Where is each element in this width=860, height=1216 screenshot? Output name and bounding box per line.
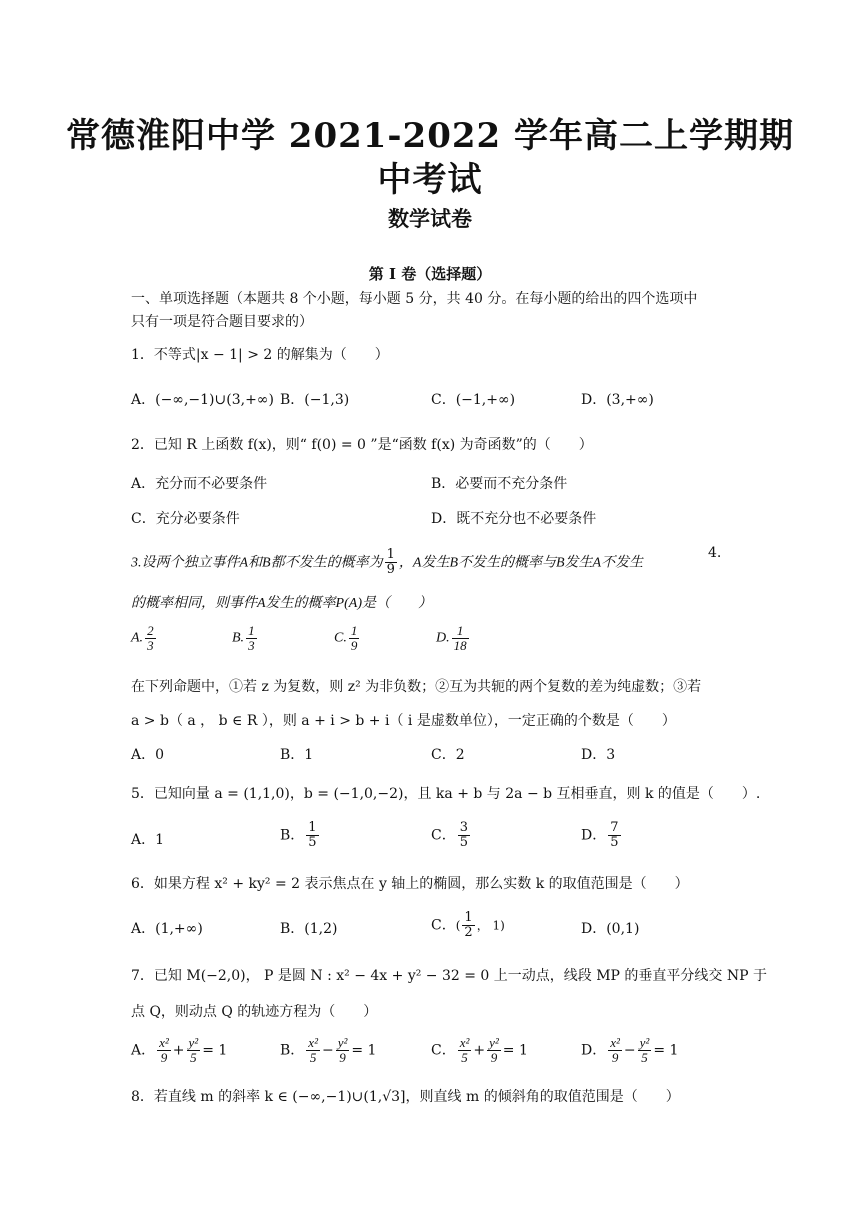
- exam-title-line1: 常德淮阳中学 2021-2022 学年高二上学期期: [65, 116, 795, 156]
- question-2-option-a: A．充分而不必要条件: [131, 476, 268, 492]
- question-4-number-label: 4.: [708, 545, 722, 561]
- question-5-stem: 5．已知向量 a = (1,1,0)，b = (−1,0,−2)，且 ka + b 与 2a − b 互相垂直，则 k 的值是（ ）.: [131, 786, 761, 802]
- question-4-option-a: A．0: [131, 747, 165, 763]
- question-2-option-b: B．必要而不充分条件: [431, 476, 568, 492]
- question-4-option-c: C．2: [431, 747, 465, 763]
- question-7-option-d: D． $\frac{\text{x²}}{9}$ − $\frac{\text{y²}}{5}$ = 1: [581, 1035, 679, 1065]
- question-7-stem-line2: 点 Q，则动点 Q 的轨迹方程为（ ）: [131, 1004, 378, 1020]
- section-heading: 第 I 卷（选择题）: [368, 265, 492, 283]
- question-5-option-c: C． $\frac{3}{5}$: [431, 820, 468, 850]
- question-4-stem-line2: a > b（ a ， b ∈ R ），则 a + i > b + i（ i 是虚数单位），一定正确的个数是（ ）: [131, 713, 676, 729]
- question-3-option-a: A. $\frac{2}{3}$: [131, 623, 154, 653]
- question-7-option-b: B． $\frac{\text{x²}}{5}$ − $\frac{\text{y²}}{9}$ = 1: [280, 1035, 377, 1065]
- exam-subtitle: 数学试卷: [388, 206, 472, 231]
- question-3-option-d: D. $\frac{1}{18}$: [436, 623, 467, 653]
- question-4-option-b: B．1: [280, 747, 314, 763]
- question-6-option-c: C．( $\frac{1}{2}$ ， 1): [431, 910, 505, 940]
- question-1-stem: 1．不等式|x − 1| > 2 的解集为（ ）: [131, 347, 389, 363]
- question-4-option-d: D．3: [581, 747, 616, 763]
- question-6-option-a: A．(1,+∞): [131, 921, 203, 937]
- question-4-stem-line1: 在下列命题中，①若 z 为复数，则 z² 为非负数；②互为共轭的两个复数的差为纯虚数；③若: [131, 679, 702, 695]
- question-6-option-d: D．(0,1): [581, 921, 640, 937]
- question-2-option-d: D．既不充分也不必要条件: [431, 511, 597, 527]
- question-2-stem: 2．已知 R 上函数 f(x)，则“ f(0) = 0 ”是“函数 f(x) 为奇函数”的（ ）: [131, 437, 593, 453]
- question-1-option-a: A．(−∞,−1)∪(3,+∞): [131, 392, 274, 408]
- question-3-stem-fraction: $\frac{1}{9}$: [386, 547, 395, 577]
- question-5-option-b: B． $\frac{1}{5}$: [280, 820, 317, 850]
- question-7-option-a: A． $\frac{\text{x²}}{9}$ + $\frac{\text{y²}}{5}$ = 1: [131, 1035, 228, 1065]
- question-2-option-c: C．充分必要条件: [131, 511, 240, 527]
- question-7-option-c: C． $\frac{\text{x²}}{5}$ + $\frac{\text{y²}}{9}$ = 1: [431, 1035, 528, 1065]
- question-3-stem-line1: 3.设两个独立事件A和B都不发生的概率为 $\frac{1}{9}$ ，A发生B不发生的概率与B发生A不发生: [131, 547, 644, 577]
- question-1-option-c: C．(−1,+∞): [431, 392, 516, 408]
- question-6-stem: 6．如果方程 x² + ky² = 2 表示焦点在 y 轴上的椭圆，那么实数 k 的取值范围是（ ）: [131, 876, 689, 892]
- exam-title-line2: 中考试: [377, 160, 483, 200]
- question-1-option-d: D．(3,+∞): [581, 392, 654, 408]
- question-3-stem-line2: 的概率相同，则事件A发生的概率P(A)是（ ）: [131, 596, 432, 611]
- section-intro-line1: 一、单项选择题（本题共 8 个小题，每小题 5 分，共 40 分。在每小题的给出的四个选项中: [131, 291, 698, 307]
- question-5-option-a: A．1: [131, 832, 165, 848]
- question-3-option-b: B. $\frac{1}{3}$: [232, 623, 255, 653]
- section-intro-line2: 只有一项是符合题目要求的）: [131, 314, 313, 330]
- question-7-stem-line1: 7．已知 M(−2,0)， P 是圆 N : x² − 4x + y² − 32 = 0 上一动点，线段 MP 的垂直平分线交 NP 于: [131, 968, 768, 984]
- question-6-option-b: B．(1,2): [280, 921, 338, 937]
- question-3-option-c: C. $\frac{1}{9}$: [334, 623, 358, 653]
- question-1-option-b: B．(−1,3): [280, 392, 350, 408]
- question-5-option-d: D． $\frac{7}{5}$: [581, 820, 619, 850]
- question-8-stem: 8．若直线 m 的斜率 k ∈ (−∞,−1)∪(1,√3]，则直线 m 的倾斜角的取值范围是（ ）: [131, 1089, 680, 1105]
